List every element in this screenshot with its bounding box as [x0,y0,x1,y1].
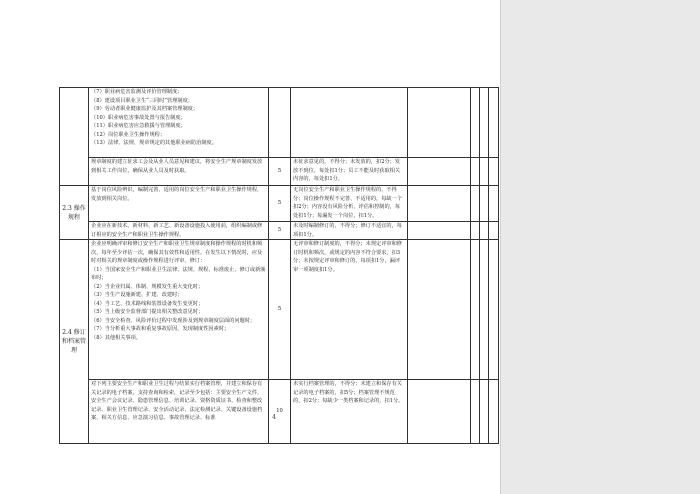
requirement-line: （10）职业病危害事故处置与报告制度； [91,114,186,121]
requirement-line: （11）职业病危害应急救援与管理制度； [91,123,186,129]
score-cell: 5 [269,186,291,222]
margin-divider [500,0,501,494]
scoring-standard-cell [291,158,408,186]
standard-line: 未及时编制修订的，不得分；修订不适宜的，每项扣1分。 [293,223,402,238]
scoring-standard-cell [291,240,408,380]
score-cell: 10 [269,380,291,444]
empty-cell [489,380,499,444]
requirement-line: （8）建设项目职业卫生“三同时”管理制度； [91,97,193,104]
requirement-cell [89,88,269,158]
requirement-line: 基于岗位风险辨识，编制完善、适用的岗位安全生产和职业卫生操作规程，发放到相关岗位。 [91,187,263,202]
grey-margin-panel [500,0,700,494]
requirement-line: （2）当企业归属、体制、规模发生重大变化时； [91,283,204,290]
requirement-cell [89,380,269,444]
category-cell: 2.3 操作规程 [60,186,89,240]
scoring-standard-cell [291,380,408,444]
table-row [60,158,499,186]
score-cell: 5 [269,240,291,380]
empty-cell [480,380,489,444]
requirement-line: 规章制度的建立征求工会及从业人员意见和建议，将安全生产规章制度发放到相关工作岗位，确保从业人员及时获取。 [91,159,263,174]
empty-cell [480,186,489,222]
empty-cell [408,222,471,240]
standard-line: 无岗位安全生产和职业卫生操作规程的，不得分；岗位操作规程不完善、不适用的，每缺一个扣2分；内容没有风险分析、评估和控制的，每处扣1分；每漏发一个岗位，扣1分。 [293,187,402,219]
standard-line: 未实行档案管理的，不得分；未建立和保存有关记录的电子档案的，扣5分；档案管理不规范的，扣2分；每缺少一类档案和记录的，扣1分。 [293,381,404,404]
category-cell [60,88,89,186]
evaluation-table [59,87,499,444]
empty-cell [408,88,471,158]
standard-line: 未征求意见的，不得分；未发放的，扣2分；发放不到位，每处扣1分；员工不能及时获取相关内容的，每处扣1分。 [293,159,401,182]
requirement-line: 企业应明确评审和修订安全生产和职业卫生规章制度和操作规程的时机和频次，每年至少评估一次，确保其有效性和适用性。在发生以下情况时，应及时对相关的规章制度或操作规程进行评审、修订： [91,241,263,264]
requirement-line: 对下列主要安全生产和职业卫生过程与结果实行档案管理，并建立和保存有关记录的电子档案，支持查询和检索，记录至少包括：主要安全生产文件、安全生产会议记录、隐患管理信息、培训记录、资格资质证书、检查和整改记录、职业卫生管理记录、安全活动记录、法定检测记录、关键设备设施档案、相关方信息、应急演习信息、事故管理记录、标准 [91,381,263,421]
empty-cell [408,240,471,380]
requirement-cell [89,222,269,240]
requirement-line: （6）当安全检查、风险评价过程中发现涉及到规章制度层面的问题时； [91,317,256,324]
score-cell: 5 [269,158,291,186]
empty-cell [480,222,489,240]
table-row [60,380,499,444]
empty-cell [471,240,480,380]
empty-cell [471,88,480,158]
table-row [60,240,499,380]
table-row [60,222,499,240]
requirement-line: （4）当工艺、技术路线和装置设备发生变更时； [91,300,204,307]
category-cell: 2.4 修订和档案管理 [60,240,89,444]
requirement-line: 企业应在新技术、新材料、新工艺、新设备设施投入使用前，组织编制或修订相应的安全生产和职业卫生操作规程。 [91,223,263,238]
scoring-standard-cell [291,186,408,222]
empty-cell [480,240,489,380]
empty-cell [480,158,489,186]
requirement-line: （3）当生产设施新建、扩建、改建时； [91,292,183,298]
empty-cell [408,158,471,186]
requirement-line: （8）其他相关事项。 [91,334,141,341]
score-cell [269,88,291,158]
requirement-cell [89,186,269,222]
empty-cell [471,186,480,222]
table-row [60,88,499,158]
requirement-line: （7）职业病危害监测及评价管理制度； [91,89,183,95]
standard-line: 无评审和修订制度的，不得分；未规定评审和修订时机和频次，或规定的内容不符合要求，扣3分；未按规定评审和修订的，每项扣1分，漏评审一项制度扣1分。 [293,241,402,273]
score-cell: 5 [269,222,291,240]
empty-cell [471,158,480,186]
page-number: 4 [272,414,276,421]
empty-cell [489,186,499,222]
requirement-line: （9）劳动者职业健康监护及其档案管理制度； [91,106,199,112]
empty-cell [471,222,480,240]
empty-cell [489,158,499,186]
requirement-line: （13）法律、法规、规章规定的其他职业病防治制度。 [91,140,217,146]
empty-cell [489,222,499,240]
requirement-cell [89,158,269,186]
requirement-line: （1）当国家安全生产和职业卫生法律、法规、规程、标准废止、修订或新颁布时； [91,266,266,281]
empty-cell [471,380,480,444]
requirement-line: （12）岗位职业卫生操作规程； [91,131,166,138]
empty-cell [480,88,489,158]
empty-cell [489,88,499,158]
requirement-cell [89,240,269,380]
requirement-line: （7）当分析重大事故和重复事故原因，发现制度性因素时； [91,326,230,332]
empty-cell [489,240,499,380]
requirement-line: （5）当上级安全监督部门提出相关整改意见时； [91,309,204,315]
table-row [60,186,499,222]
scoring-standard-cell [291,88,408,158]
scoring-standard-cell [291,222,408,240]
empty-cell [408,380,471,444]
empty-cell [408,186,471,222]
